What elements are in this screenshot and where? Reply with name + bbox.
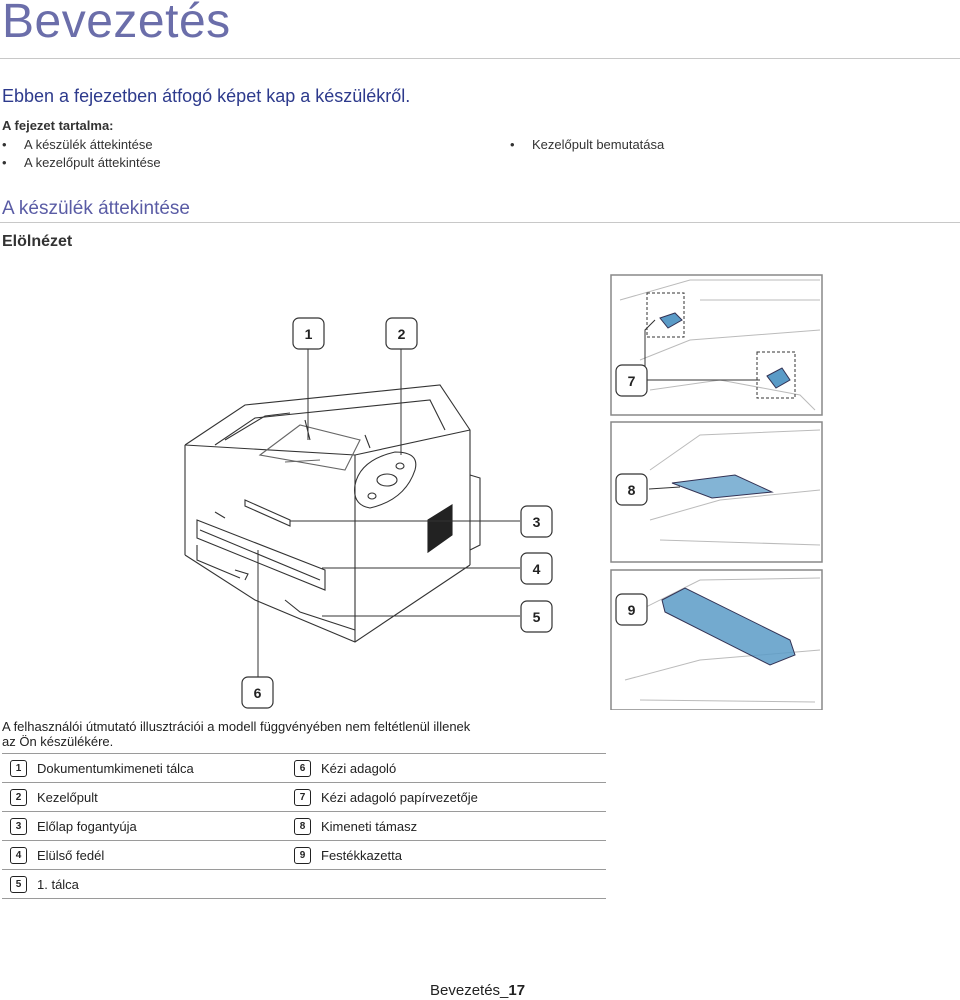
legend-label: 1. tálca bbox=[37, 876, 79, 892]
legend-item bbox=[10, 812, 137, 840]
toc-item[interactable] bbox=[510, 137, 664, 152]
legend-item bbox=[294, 754, 396, 782]
page-number: 17 bbox=[508, 982, 526, 999]
callout-6 bbox=[242, 677, 273, 708]
toc-item[interactable] bbox=[2, 137, 153, 152]
legend-row bbox=[2, 841, 606, 870]
chapter-title: Bevezetés bbox=[2, 0, 231, 48]
legend-number: 3 bbox=[10, 818, 27, 835]
legend-table bbox=[2, 753, 606, 899]
legend-item bbox=[10, 754, 194, 782]
legend-label: Kézi adagoló bbox=[321, 760, 397, 776]
legend-number: 8 bbox=[294, 818, 311, 835]
legend-item bbox=[294, 812, 417, 840]
legend-label: Elülső fedél bbox=[37, 847, 105, 863]
legend-item bbox=[294, 783, 478, 811]
svg-text:4: 4 bbox=[532, 561, 541, 577]
illustration-note: A felhasználói útmutató illusztrációi a modell függvényében nem feltétlenül illenek az Ön készülékére. bbox=[2, 719, 471, 749]
vent-grille bbox=[428, 505, 452, 552]
svg-text:6: 6 bbox=[253, 685, 262, 701]
svg-text:7: 7 bbox=[627, 373, 636, 389]
bullet-icon: • bbox=[2, 155, 7, 170]
intro-text: Ebben a fejezetben átfogó képet kap a készülékről. bbox=[2, 86, 411, 106]
svg-text:3: 3 bbox=[532, 514, 541, 530]
callout-4 bbox=[521, 553, 552, 584]
callout-7 bbox=[616, 365, 647, 396]
svg-text:9: 9 bbox=[627, 602, 636, 618]
svg-text:2: 2 bbox=[397, 326, 406, 342]
legend-row bbox=[2, 783, 606, 812]
section-divider bbox=[0, 222, 960, 223]
legend-item bbox=[10, 841, 104, 869]
bullet-icon: • bbox=[2, 137, 7, 152]
toc-item-label: A kezelőpult áttekintése bbox=[24, 155, 161, 170]
legend-row bbox=[2, 812, 606, 841]
toc-item-label: A készülék áttekintése bbox=[24, 137, 153, 152]
legend-number: 5 bbox=[10, 876, 27, 893]
svg-text:5: 5 bbox=[532, 609, 541, 625]
printer-front-view-figure bbox=[0, 270, 960, 710]
control-panel bbox=[355, 452, 416, 508]
inset-toner-cartridge bbox=[611, 570, 822, 710]
callout-1 bbox=[293, 318, 324, 349]
svg-text:8: 8 bbox=[627, 482, 636, 498]
legend-label: Előlap fogantyúja bbox=[37, 818, 137, 834]
svg-text:1: 1 bbox=[304, 326, 313, 342]
legend-number: 1 bbox=[10, 760, 27, 777]
page-footer bbox=[430, 982, 525, 999]
title-divider bbox=[0, 58, 960, 59]
legend-label: Kezelőpult bbox=[37, 789, 98, 805]
legend-label: Kézi adagoló papírvezetője bbox=[321, 789, 478, 805]
legend-label: Festékkazetta bbox=[321, 847, 402, 863]
callout-3 bbox=[521, 506, 552, 537]
legend-item bbox=[294, 841, 402, 869]
legend-number: 4 bbox=[10, 847, 27, 864]
contents-label: A fejezet tartalma: bbox=[2, 118, 114, 133]
toc-item-label: Kezelőpult bemutatása bbox=[532, 137, 665, 152]
callout-5 bbox=[521, 601, 552, 632]
legend-number: 2 bbox=[10, 789, 27, 806]
footer-chapter: Bevezetés_ bbox=[430, 982, 509, 999]
printer-body bbox=[185, 385, 480, 642]
legend-row bbox=[2, 870, 606, 899]
callout-9 bbox=[616, 594, 647, 625]
legend-number: 7 bbox=[294, 789, 311, 806]
legend-item bbox=[10, 783, 98, 811]
legend-row bbox=[2, 753, 606, 783]
callout-8 bbox=[616, 474, 647, 505]
bullet-icon: • bbox=[510, 137, 515, 152]
subsection-title: Elölnézet bbox=[2, 233, 73, 250]
callout-2 bbox=[386, 318, 417, 349]
legend-label: Kimeneti támasz bbox=[321, 818, 418, 834]
legend-item bbox=[10, 870, 79, 898]
toc-item[interactable] bbox=[2, 155, 161, 170]
legend-number: 6 bbox=[294, 760, 311, 777]
legend-number: 9 bbox=[294, 847, 311, 864]
section-title: A készülék áttekintése bbox=[2, 198, 190, 219]
legend-label: Dokumentumkimeneti tálca bbox=[37, 760, 194, 776]
